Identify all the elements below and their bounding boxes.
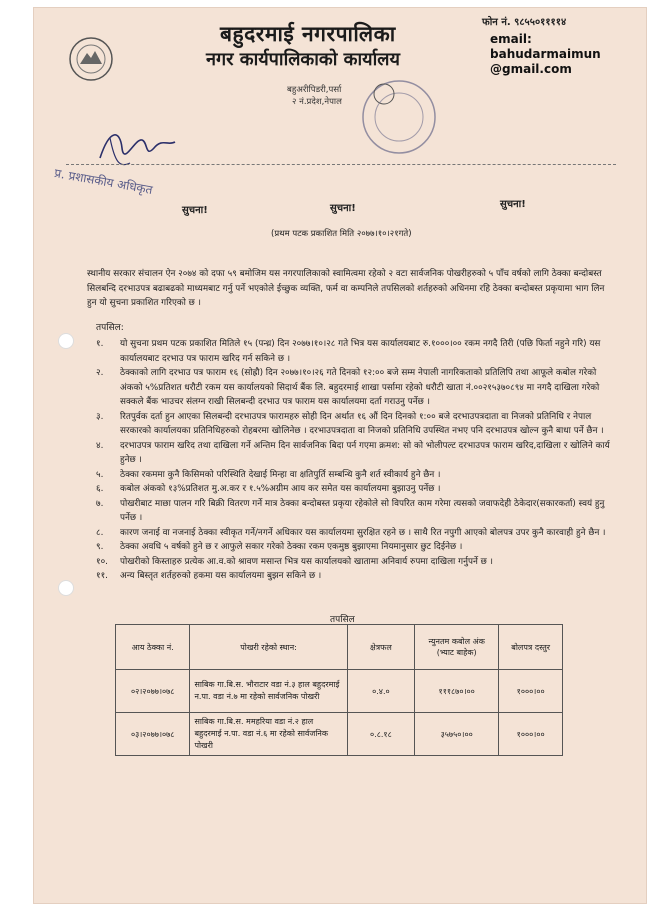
list-item <box>96 569 616 584</box>
office-seal <box>360 78 438 156</box>
item-number: १०. <box>96 556 108 567</box>
office-name: नगर कार्यपालिकाको कार्यालय <box>206 49 400 70</box>
item-text: पोखरीबाट माछा पालन गरि बिक्री वितरण गर्ने मात्र ठेक्का बन्दोबस्त प्रकृया रहेकोले सो विपरित काम गरेमा त्यसको जवाफदेही ठेकेदार(सकारकर्ता) स्वयं हुनु पर्नेछ । <box>120 498 605 523</box>
item-text: यो सुचना प्रथम पटक प्रकाशित मितिले १५ (पन्ध्र) दिन २०७७।१०।२८ गते भित्र यस कार्यालयबाट रु.१०००।०० रकम नगदै तिरी (पछि फिर्ता नहुने गरि) यस कार्यालयबाट दरभाउ पत्र फाराम खरिद गर्न सकिने छ । <box>120 339 601 364</box>
list-item <box>96 439 616 468</box>
item-number: ३. <box>96 411 104 422</box>
list-item <box>96 540 616 555</box>
cell-min-bid: ३५७५०।०० <box>415 713 499 756</box>
item-number: ४. <box>96 440 104 451</box>
item-number: ५. <box>96 469 104 480</box>
officer-stamp: प्र. प्रशासकीय अधिकृत <box>53 165 154 198</box>
list-item <box>96 526 616 541</box>
signature <box>90 118 190 178</box>
cell-area: ०.८.१८ <box>347 713 414 756</box>
item-number: ८. <box>96 527 104 538</box>
col-header: पोखरी रहेको स्थान: <box>190 625 347 670</box>
phone-number: फोन नं. ९८५५०११११४ <box>482 17 567 28</box>
list-item <box>96 410 616 439</box>
item-text: ठेक्का अवधि ५ वर्षको हुने छ र आफुले सकार गरेको ठेक्का रकम एकमुष्ठ बुझाएमा नियमानुसार छुट दिईनेछ । <box>120 542 463 552</box>
item-number: २. <box>96 368 104 378</box>
address-line2: २ नं.प्रदेश,नेपाल <box>292 97 342 107</box>
cell-location: साबिक गा.बि.स. भौराटार वडा नं.३ हाल बहुदरमाई न.पा. वडा नं.७ मा रहेको सार्वजनिक पोखरी <box>190 670 347 713</box>
item-number: ९. <box>96 542 104 552</box>
pond-table <box>115 624 563 756</box>
notice-heading-left: सुचना! <box>182 205 208 216</box>
divider <box>66 164 616 165</box>
email-label: email: <box>490 32 532 46</box>
table-caption: तपसिल <box>330 615 355 625</box>
list-item <box>96 482 616 497</box>
tapasil-heading: तपसिल: <box>96 323 124 333</box>
item-number: १. <box>96 339 104 349</box>
notice-heading-right: सुचना! <box>500 199 526 210</box>
item-number: ११. <box>96 571 108 581</box>
item-text: रितपुर्वक दर्ता हुन आएका सिलबन्दी दरभाउपत्र फारामहरु सोही दिन अर्थात १६ औं दिन दिनको १:०० बजे दरभाउपत्रदाता वा निजको प्रतिनिधि र नेपाल सरकारको कार्यालयका प्रतिनिधिहरुको रोहबरमा खोलिनेछ । दरभाउपत्रदाता वा निजको प्रतिनिधि उपस्थित नभए पनि दरभाउपत्र खोल्न कुनै बाधा पर्ने छैन । <box>120 411 604 436</box>
list-item <box>96 337 616 366</box>
list-item <box>96 366 616 410</box>
publication-date: (प्रथम पटक प्रकाशित मिति २०७७।१०।२१गते) <box>271 229 412 239</box>
list-item <box>96 555 616 570</box>
punch-hole <box>58 580 74 596</box>
email-user[interactable]: bahudarmaimun <box>490 47 601 61</box>
item-number: ६. <box>96 484 104 494</box>
col-header: बोलपत्र दस्तुर <box>499 625 563 670</box>
list-item <box>96 468 616 483</box>
conditions-list <box>96 337 616 584</box>
notice-heading-center: सुचना! <box>330 203 356 214</box>
item-text: कबोल अंकको १३%प्रतिशत मु.अ.कर र १.५%अग्रीम आय कर समेत यस कार्यालयमा बुझाउनु पर्नेछ । <box>120 484 441 494</box>
col-header: न्युनतम कबोल अंक (भ्याट बाहेक) <box>415 625 499 670</box>
intro-paragraph: स्थानीय सरकार संचालन ऐन २०७४ को दफा ५९ बमोजिम यस नगरपालिकाको स्वामित्वमा रहेको २ वटा सार्वजनिक पोखरीहरुको ५ पाँच वर्षको लागि ठेक्का बन्दोबस्त सिलबन्दि दरभाउपत्र बढाबढको माध्यमबाट गर्नु पर्ने भएकोले ईच्छुक व्यक्ति, फर्म वा कम्पनिले तपसिलको शर्तहरुको अधिनमा रहि ठेक्का बन्दोबस्त प्रकृयामा भाग लिन हुन यो सुचना प्रकाशित गरिएको छ । <box>87 269 605 308</box>
address-line1: बहुअरीपिडरी,पर्सा <box>287 85 342 95</box>
table-header-row <box>116 625 563 670</box>
item-text: अन्य बिस्तृत शर्तहरुको हकमा यस कार्यालयमा बुझन सकिने छ । <box>120 571 322 581</box>
list-item <box>96 497 616 526</box>
cell-min-bid: १११८७०।०० <box>415 670 499 713</box>
cell-contract-no: ०३।२०७७।०७८ <box>116 713 190 756</box>
col-header: क्षेत्रफल <box>347 625 414 670</box>
table-row <box>116 670 563 713</box>
cell-fee: १०००।०० <box>499 713 563 756</box>
email-domain[interactable]: @gmail.com <box>490 62 572 76</box>
item-number: ७. <box>96 498 104 509</box>
col-header: आय ठेक्का नं. <box>116 625 190 670</box>
cell-location: साबिक गा.बि.स. ममहरिया वडा नं.२ हाल बहुदरमाई न.पा. वडा नं.६ मा रहेको सार्वजनिक पोखरी <box>190 713 347 756</box>
item-text: कारण जनाई वा नजनाई ठेक्का स्वीकृत गर्ने/नगर्ने अधिकार यस कार्यालयमा सुरक्षित रहने छ । साथै रित नपुगी आएको बोलपत्र उपर कुनै कारवाही हुने छैन । <box>120 527 606 538</box>
cell-area: ०.४.० <box>347 670 414 713</box>
org-name: बहुदरमाई नगरपालिका <box>220 22 396 46</box>
item-text: ठेक्काको लागि दरभाउ पत्र फाराम १६ (सोह्रौ) दिन २०७७।१०।२६ गते दिनको १२:०० बजे सम्म नेपाली नागरिकताको प्रतिलिपि तथा आफूले कबोल गरेको अंकको ५%प्रतिशत धरौटी रकम यस कार्यालयको सिदार्थ बैंक लि. बहुदरमाई शाखा पर्सामा रहेको धरौटी खाता नं.००२१५३७०८९४ मा नगदै दाखिला गरेको सक्कले बैंक भाउचर संलग्न राखी सिलबन्दी दरभाउ पत्र फाराम यस कार्यालयमा दर्ता गराउनु पर्नेछ । <box>120 368 600 407</box>
cell-fee: १०००।०० <box>499 670 563 713</box>
punch-hole <box>58 333 74 349</box>
item-text: दरभाउपत्र फाराम खरिद तथा दाखिला गर्ने अन्तिम दिन सार्वजनिक बिदा पर्न गएमा क्रमश: सो को भोलीपल्ट दरभाउपत्र फाराम खरिद,दाखिला र खोलिने कार्य हुनेछ । <box>120 440 610 465</box>
item-text: ठेक्का रकममा कुनै किसिमको परिस्थिति देखाई मिन्हा वा क्षतिपुर्ति सम्बन्धि कुनै शर्त स्वीकार्य हुने छैन । <box>120 469 441 480</box>
table-row <box>116 713 563 756</box>
municipality-logo <box>68 36 114 82</box>
cell-contract-no: ०२।२०७७।०७८ <box>116 670 190 713</box>
item-text: पोखरीको किस्ताहरु प्रत्येक आ.व.को श्रावण मसान्त भित्र यस कार्यालयको खातामा अनिवार्य रुपमा दाखिला गर्नुपर्ने छ । <box>120 556 493 567</box>
